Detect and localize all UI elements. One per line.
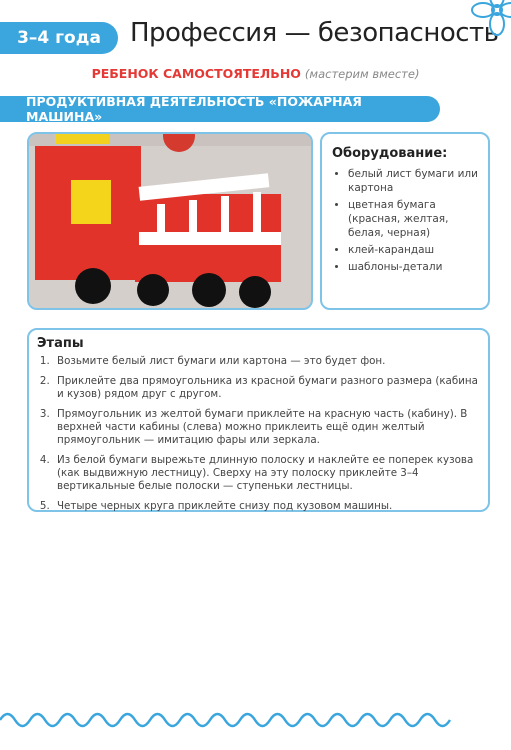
subtitle	[0, 66, 511, 81]
step-item: 1. Возьмите белый лист бумаги или картона — это будет фон.	[53, 355, 478, 368]
age-badge	[0, 22, 118, 54]
steps-title: Этапы	[37, 336, 84, 351]
step-item: 2. Приклейте два прямоугольника из красной бумаги разного размера (кабина и кузов) рядом друг с другом.	[53, 375, 478, 401]
page-title: Профессия — безопасность	[130, 18, 499, 48]
equipment-item: • клей-карандаш	[348, 243, 478, 257]
age-label: 3–4 года	[17, 28, 101, 48]
fire-truck-illustration	[29, 134, 311, 308]
flower-icon	[469, 0, 511, 38]
steps-panel	[27, 328, 490, 512]
fire-truck-photo	[27, 132, 313, 310]
equipment-list	[332, 167, 478, 274]
step-item: 4. Из белой бумаги вырежьте длинную полоску и наклейте ее поперек кузова (как выдвижную лестницу). Сверху на эту полоску приклейте 3–4 вертикальные белые полоски — ступеньки лестницы.	[53, 454, 478, 493]
subtitle-light: (мастерим вместе)	[304, 67, 420, 81]
equipment-title: Оборудование:	[332, 146, 448, 161]
step-item: 5. Четыре черных круга приклейте снизу под кузовом машины.	[53, 500, 478, 513]
section-title: ПРОДУКТИВНАЯ ДЕЯТЕЛЬНОСТЬ «ПОЖАРНАЯ МАШИНА»	[26, 94, 362, 124]
step-item: 3. Прямоугольник из желтой бумаги приклейте на красную часть (кабину). В верхней части кабины (слева) можно приклеить ещё один желтый прямоугольник — имитацию фары или зеркала.	[53, 408, 478, 447]
wave-decoration	[0, 708, 460, 732]
equipment-panel	[320, 132, 490, 310]
equipment-item: • цветная бумага (красная, желтая, белая, черная)	[348, 198, 478, 240]
steps-list	[33, 355, 478, 513]
subtitle-strong: РЕБЕНОК САМОСТОЯТЕЛЬНО	[91, 66, 301, 81]
section-banner	[0, 96, 440, 122]
equipment-item: • белый лист бумаги или картона	[348, 167, 478, 195]
equipment-item: • шаблоны-детали	[348, 260, 478, 274]
